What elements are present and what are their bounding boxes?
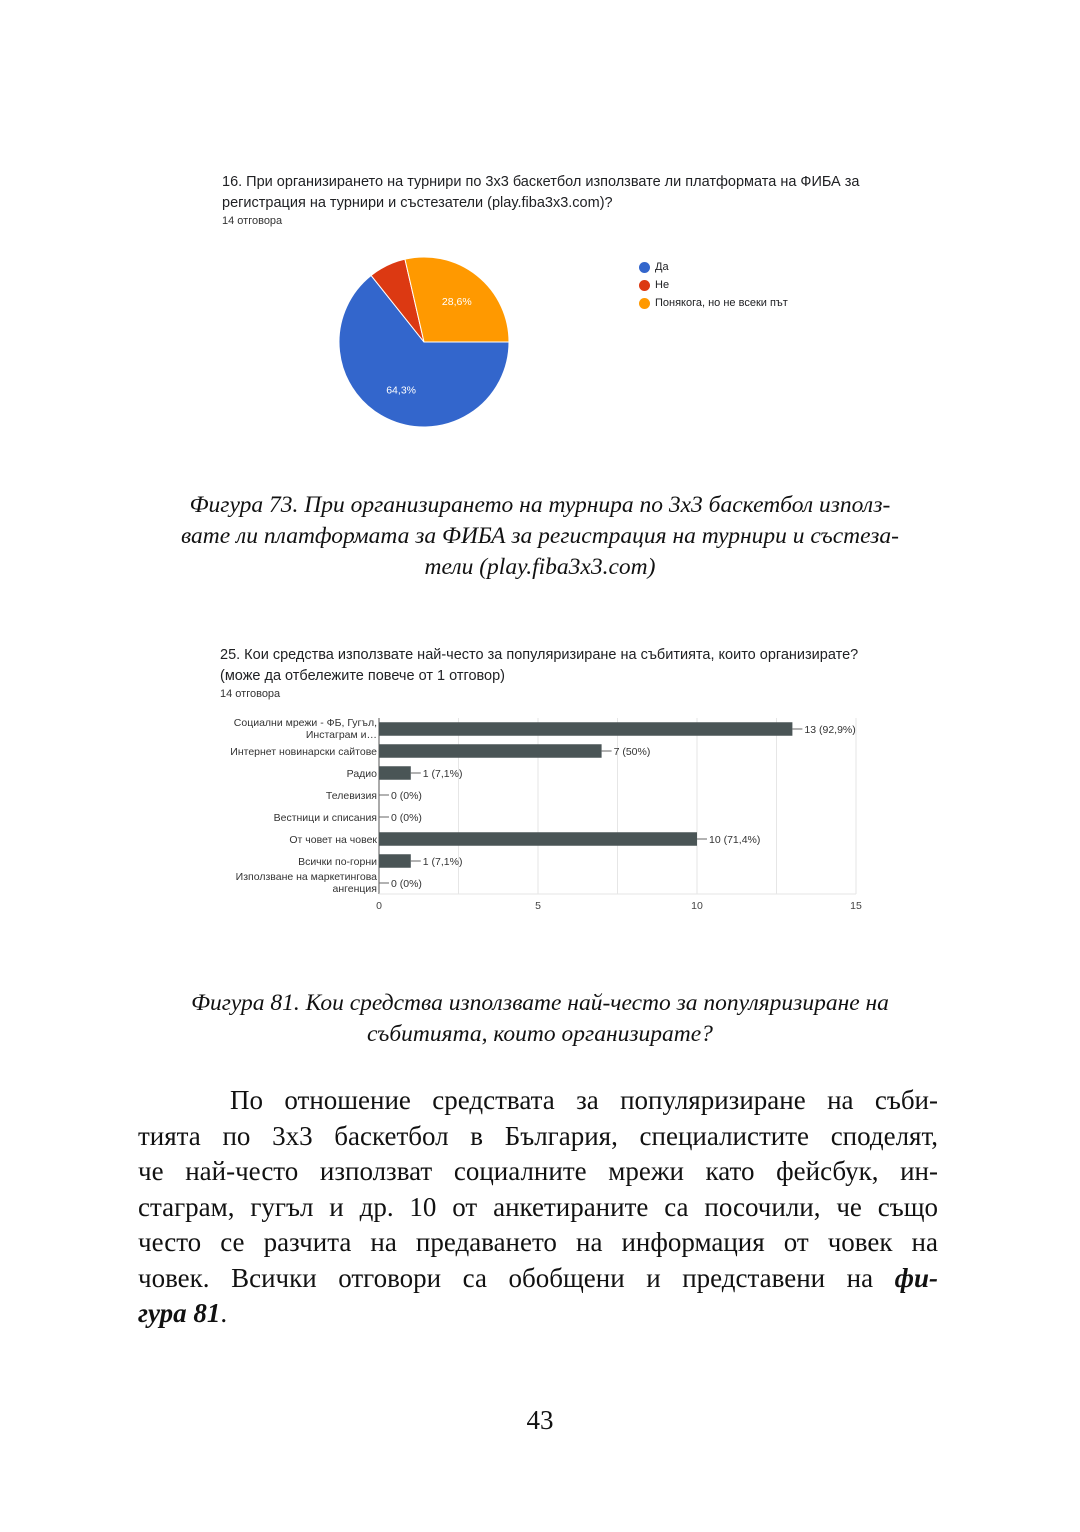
pie-data-label: 28,6% bbox=[441, 295, 472, 308]
body-paragraph bbox=[138, 1083, 938, 1332]
category-label: От човет на човек bbox=[289, 834, 377, 846]
paragraph-line: често се разчита на предаването на информация от човек на bbox=[138, 1227, 938, 1257]
figure-73-caption bbox=[140, 490, 940, 583]
paragraph-line bbox=[138, 1296, 938, 1332]
category-label: Вестници и списания bbox=[273, 812, 377, 824]
legend-swatch bbox=[639, 262, 650, 273]
paragraph-text: човек. Всички отговори са обобщени и представени на bbox=[138, 1262, 874, 1293]
figure-reference: фи- bbox=[894, 1262, 938, 1293]
x-tick-label: 10 bbox=[691, 900, 703, 912]
category-label: Използване на маркетингова ангенция bbox=[235, 871, 377, 895]
figure-81-chart bbox=[205, 645, 885, 925]
paragraph-line: По отношение средствата за популяризиране на съби- bbox=[230, 1085, 938, 1115]
caption-line: Фигура 81. Кои средства използвате най-често за популяризиране на bbox=[191, 990, 889, 1016]
paragraph-line bbox=[138, 1261, 938, 1297]
bar-data-label: 0 (0%) bbox=[391, 812, 422, 824]
bar-data-label: 13 (92,9%) bbox=[804, 724, 856, 736]
legend-item bbox=[639, 258, 788, 276]
pie-legend bbox=[639, 258, 788, 312]
bar bbox=[379, 832, 697, 846]
pie-question-title: 16. При организирането на турнири по 3x3 баскетбол използвате ли платформата на ФИБА за регистрация на турнири и състезатели (play.fiba3x3.com)? bbox=[222, 174, 860, 211]
legend-label: Понякога, но не всеки път bbox=[655, 297, 788, 309]
legend-swatch bbox=[639, 280, 650, 291]
figure-reference: гура 81 bbox=[138, 1298, 221, 1328]
paragraph-line: че най-често използват социалните мрежи като фейсбук, ин- bbox=[138, 1156, 938, 1186]
pie-data-label: 64,3% bbox=[386, 384, 417, 397]
legend-item bbox=[639, 294, 788, 312]
figure-73-chart bbox=[222, 172, 922, 442]
legend-label: Да bbox=[655, 261, 669, 273]
caption-line: събитията, които организирате? bbox=[367, 1021, 713, 1047]
bar bbox=[379, 854, 411, 868]
bar bbox=[379, 722, 792, 736]
category-label: Телевизия bbox=[325, 790, 377, 802]
bar bbox=[379, 766, 411, 780]
figure-81-caption bbox=[140, 988, 940, 1050]
bar-data-label: 0 (0%) bbox=[391, 878, 422, 890]
category-label: Радио bbox=[346, 768, 377, 780]
category-label: Социални мрежи - ФБ, Гугъл, Инстаграм и… bbox=[233, 717, 377, 741]
bar-question-title: 25. Кои средства използвате най-често за популяризиране на събитията, които организирате? (може да отбележите повече от 1 отговор) bbox=[220, 647, 859, 684]
bar-chart bbox=[205, 713, 885, 923]
bar bbox=[379, 744, 602, 758]
pie-chart bbox=[334, 252, 514, 432]
category-label: Интернет новинарски сайтове bbox=[230, 746, 377, 758]
caption-line: Фигура 73. При организирането на турнира по 3x3 баскетбол използ- bbox=[189, 492, 891, 518]
caption-line: тели (play.fiba3x3.com) bbox=[424, 554, 656, 580]
caption-line: вате ли платформата за ФИБА за регистрация на турнири и състеза- bbox=[180, 523, 900, 549]
x-tick-label: 5 bbox=[535, 900, 541, 912]
bar-data-label: 1 (7,1%) bbox=[422, 856, 463, 868]
bar-data-label: 10 (71,4%) bbox=[709, 834, 761, 846]
x-tick-label: 15 bbox=[850, 900, 862, 912]
legend-item bbox=[639, 276, 788, 294]
paragraph-line: стаграм, гугъл и др. 10 от анкетираните са посочили, че също bbox=[138, 1191, 938, 1222]
paragraph-line: тията по 3x3 баскетбол в България, специалистите споделят, bbox=[138, 1120, 938, 1151]
x-tick-label: 0 bbox=[376, 900, 382, 912]
category-label: Всички по-горни bbox=[298, 856, 377, 868]
bar-responses-count: 14 отговора bbox=[220, 688, 281, 700]
pie-responses-count: 14 отговора bbox=[222, 215, 283, 227]
bar-data-label: 1 (7,1%) bbox=[422, 768, 463, 780]
legend-label: Не bbox=[655, 279, 670, 291]
bar-data-label: 0 (0%) bbox=[391, 790, 422, 802]
page-number: 43 bbox=[526, 1405, 554, 1435]
bar-data-label: 7 (50%) bbox=[613, 746, 651, 758]
paragraph-text: . bbox=[220, 1298, 228, 1328]
legend-swatch bbox=[639, 298, 650, 309]
